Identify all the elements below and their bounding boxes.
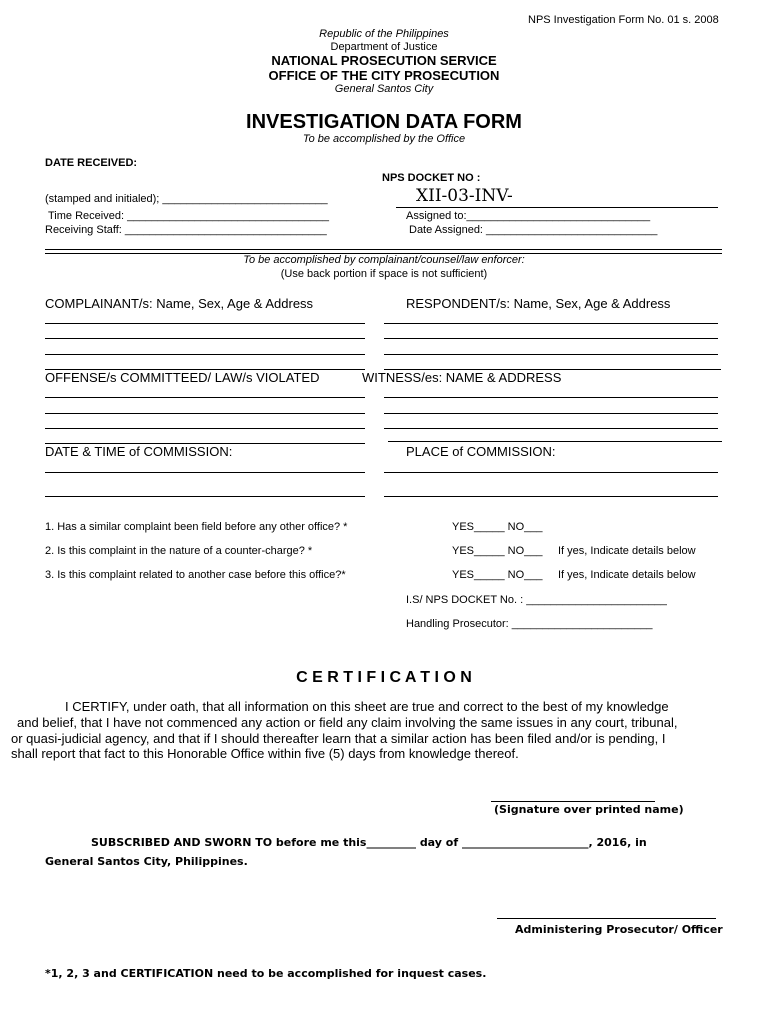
complainant-line-3[interactable] bbox=[45, 354, 365, 355]
stamped-field[interactable]: (stamped and initialed); ___________________________ bbox=[45, 193, 328, 205]
certification-title: C E R T I F I C A T I O N bbox=[296, 669, 472, 686]
respondent-line-2[interactable] bbox=[384, 338, 718, 339]
witness-label: WITNESS/es: NAME & ADDRESS bbox=[362, 370, 562, 385]
offense-label: OFFENSE/s COMMITTEED/ LAW/s VIOLATED bbox=[45, 370, 320, 385]
date-assigned-field[interactable]: Date Assigned: ____________________________ bbox=[409, 224, 658, 236]
handling-prosecutor-field[interactable]: Handling Prosecutor: _______________________ bbox=[406, 618, 653, 630]
header-department: Department of Justice bbox=[330, 41, 438, 53]
footnote: *1, 2, 3 and CERTIFICATION need to be accomplished for inquest cases. bbox=[45, 967, 487, 980]
date-received-label: DATE RECEIVED: bbox=[45, 157, 138, 169]
receiving-staff-field[interactable]: Receiving Staff: _________________________________ bbox=[45, 224, 327, 236]
certification-line-4: shall report that fact to this Honorable Office within five (5) days from knowledge thereof. bbox=[11, 746, 519, 761]
question-2: 2. Is this complaint in the nature of a counter-charge? * bbox=[45, 545, 313, 557]
complainant-line-1[interactable] bbox=[45, 323, 365, 324]
offense-line-3[interactable] bbox=[45, 428, 365, 429]
question-2-note: If yes, Indicate details below bbox=[558, 545, 696, 557]
signature-label: (Signature over printed name) bbox=[494, 803, 684, 816]
back-portion-note: (Use back portion if space is not sufficient) bbox=[280, 268, 488, 280]
respondents-label: RESPONDENT/s: Name, Sex, Age & Address bbox=[406, 296, 671, 311]
header-republic: Republic of the Philippines bbox=[319, 28, 449, 40]
respondent-line-1[interactable] bbox=[384, 323, 718, 324]
question-1: 1. Has a similar complaint been field before any other office? * bbox=[45, 521, 348, 533]
administering-label: Administering Prosecutor/ Officer bbox=[515, 923, 723, 936]
place-line-2[interactable] bbox=[384, 496, 718, 497]
docket-label: NPS DOCKET NO : bbox=[382, 172, 481, 184]
header-city: General Santos City bbox=[334, 83, 434, 95]
offense-line-1[interactable] bbox=[45, 397, 365, 398]
datetime-line-2[interactable] bbox=[45, 496, 365, 497]
header-office: OFFICE OF THE CITY PROSECUTION bbox=[268, 68, 500, 83]
complainant-note: To be accomplished by complainant/counsel/law enforcer: bbox=[243, 254, 525, 266]
witness-line-2[interactable] bbox=[384, 413, 718, 414]
question-3: 3. Is this complaint related to another case before this office?* bbox=[45, 569, 346, 581]
witness-line-1[interactable] bbox=[384, 397, 718, 398]
form-subtitle: To be accomplished by the Office bbox=[302, 133, 466, 145]
certification-line-1: I CERTIFY, under oath, that all information on this sheet are true and correct to the best of my knowledge bbox=[65, 699, 669, 714]
datetime-line-1[interactable] bbox=[45, 472, 365, 473]
sworn-line-1[interactable]: SUBSCRIBED AND SWORN TO before me this_________ day of _______________________, 2016, in bbox=[91, 836, 647, 849]
place-line-1[interactable] bbox=[384, 472, 718, 473]
question-3-note: If yes, Indicate details below bbox=[558, 569, 696, 581]
signature-line[interactable] bbox=[491, 801, 655, 802]
question-2-answer[interactable]: YES_____ NO___ bbox=[452, 545, 543, 557]
witness-line-3[interactable] bbox=[384, 428, 718, 429]
form-number: NPS Investigation Form No. 01 s. 2008 bbox=[528, 14, 719, 26]
time-received-field[interactable]: Time Received: _________________________________ bbox=[48, 210, 329, 222]
place-label: PLACE of COMMISSION: bbox=[406, 444, 556, 459]
datetime-label: DATE & TIME of COMMISSION: bbox=[45, 444, 233, 459]
question-1-answer[interactable]: YES_____ NO___ bbox=[452, 521, 543, 533]
docket-value[interactable]: XII-03-INV- bbox=[416, 186, 513, 206]
certification-line-3: or quasi-judicial agency, and that if I should thereafter learn that a similar action has been filed and/or is pending, I bbox=[11, 731, 666, 746]
witness-line-4[interactable] bbox=[388, 441, 722, 442]
respondent-line-3[interactable] bbox=[384, 354, 718, 355]
header-nps: NATIONAL PROSECUTION SERVICE bbox=[271, 53, 497, 68]
is-docket-field[interactable]: I.S/ NPS DOCKET No. : _______________________ bbox=[406, 594, 667, 606]
complainant-line-2[interactable] bbox=[45, 338, 365, 339]
assigned-to-field[interactable]: Assigned to:______________________________ bbox=[406, 210, 651, 222]
form-title: INVESTIGATION DATA FORM bbox=[246, 111, 522, 133]
complainants-label: COMPLAINANT/s: Name, Sex, Age & Address bbox=[45, 296, 314, 311]
sworn-line-2: General Santos City, Philippines. bbox=[45, 855, 248, 868]
administering-line[interactable] bbox=[497, 918, 716, 919]
offense-line-2[interactable] bbox=[45, 413, 365, 414]
docket-line bbox=[396, 207, 718, 208]
question-3-answer[interactable]: YES_____ NO___ bbox=[452, 569, 543, 581]
certification-line-2: and belief, that I have not commenced any action or field any claim involving the same issues in any court, tribunal, bbox=[17, 715, 678, 730]
